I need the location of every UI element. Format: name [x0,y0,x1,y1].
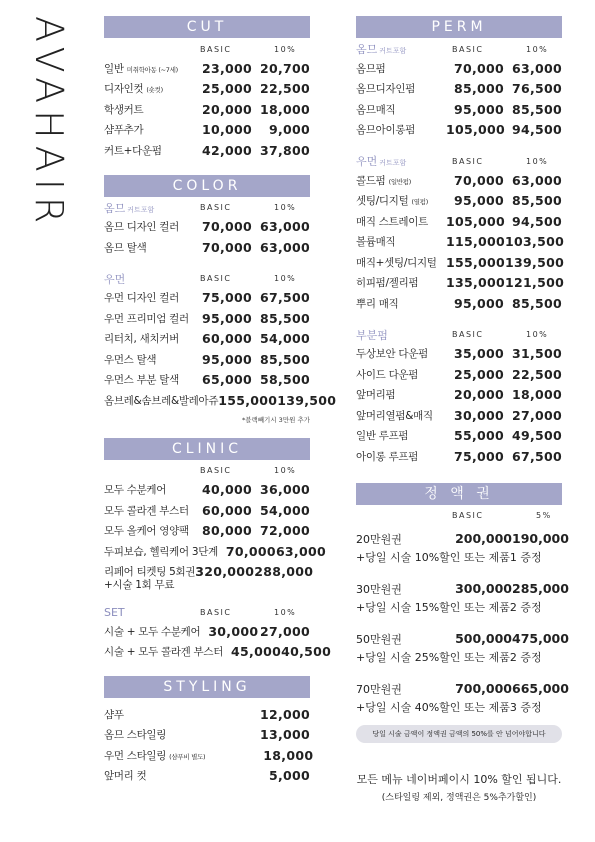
item-name [356,428,446,443]
discount-price: 22,500 [511,366,562,382]
coupon-header: 정 액 권 [356,483,562,505]
basic-price: 155,000 [446,254,506,270]
item-name [104,544,218,559]
price-row [104,308,310,329]
price-row [356,446,562,467]
coupon-bonus: +당일 시술 10%할인 또는 제품1 증정 [356,550,542,564]
item-label: 일반 [104,62,124,75]
perm-partial-label: 부분펌 [356,328,388,342]
basic-price: 60,000 [201,331,252,347]
price-row [104,79,310,100]
basic-label: BASIC [452,511,484,520]
item-label: 매직 스트레이트 [356,215,428,228]
coupon-column-heads [356,507,562,525]
basic-price: 25,000 [453,366,504,382]
item-name [104,61,194,76]
price-row [356,211,562,232]
item-name [104,311,194,326]
perm-homme-heads [356,40,562,58]
item-name [356,275,446,290]
item-name [104,81,194,96]
styling-header: STYLING [104,676,310,698]
discount-price: 139,500 [277,392,337,408]
color-woman-label: 우먼 [104,272,126,286]
price-row [356,120,562,141]
price-row [356,58,562,79]
basic-price: 10,000 [201,122,252,138]
basic-label: BASIC [200,44,232,54]
perm-partial-list [356,344,562,467]
item-label: 모두 콜라겐 부스터 [104,504,189,517]
item-label: 뿌리 매직 [356,297,399,310]
set-label: SET [104,605,125,619]
price-row [104,725,310,746]
perm-homme-list [356,58,562,140]
discount-price: 76,500 [511,81,562,97]
item-name [104,372,194,387]
item-name [104,122,194,137]
coupon-item [356,629,569,667]
discount-price: 94,500 [511,122,562,138]
discount-label: 10% [274,203,297,212]
price-row [356,344,562,365]
discount-price: 103,500 [505,234,565,250]
perm-woman-label: 우먼 [356,155,378,168]
item-name [104,352,194,367]
basic-price: 40,000 [201,482,252,498]
discount-price: 94,500 [511,213,562,229]
discount-label: 10% [526,330,549,339]
item-name [104,768,194,783]
item-name [104,143,194,158]
item-label: 옴므 스타일링 [104,729,167,742]
discount-price: 85,500 [259,310,310,326]
color-woman-list [104,288,337,411]
item-label: 아이롱 루프펌 [356,450,419,463]
perm-woman-list [356,170,565,314]
basic-price: 300,000 [455,581,512,596]
basic-price: 500,000 [455,631,512,646]
item-name [356,122,446,137]
color-note: *블랙빼기시 3만원 추가 [241,415,310,424]
basic-label: BASIC [452,330,484,339]
item-name [356,61,446,76]
discount-price: 63,000 [259,219,310,235]
item-label: 앞머리열펌&매직 [356,409,433,422]
price-row [356,293,562,314]
item-name [356,255,446,270]
coupon-bonus: +당일 시술 15%할인 또는 제품2 증정 [356,600,542,614]
item-name [356,102,446,117]
basic-price: 80,000 [201,523,252,539]
item-label: 히피펌/젤리펌 [356,277,419,290]
cut-column-heads [104,40,310,58]
item-label: 일반 루프펌 [356,430,409,443]
discount-price: 85,500 [511,101,562,117]
item-label: 우먼스 탈색 [104,353,157,366]
basic-label: BASIC [200,274,232,283]
item-name [104,331,194,346]
basic-price: 70,000 [453,172,504,188]
item-label: 앞머리펌 [356,389,396,402]
item-note: (숏컷) [146,86,163,95]
item-label: 두상보안 다운펌 [356,348,428,361]
item-label: 볼륨매직 [356,236,396,249]
item-name [104,290,194,305]
coupon-name: 50만원권 [356,632,402,646]
cut-list [104,58,310,161]
price-row [104,480,310,501]
coupon-list [356,529,569,717]
item-label: 두피보습, 헬릭케어 3단계 [104,545,218,558]
item-name [104,219,194,234]
price-row [104,621,310,642]
price-row [356,364,562,385]
item-name [104,644,223,659]
color-homme-label: 옴므 [104,201,126,215]
coupon-price-line [356,529,569,549]
discount-label: 10% [274,607,297,617]
discount-label: 10% [526,44,549,54]
item-label: 시술 + 모두 수분케어 [104,625,201,638]
item-name [356,193,446,208]
price-row [104,745,314,766]
item-name [356,387,446,402]
basic-price: 95,000 [453,101,504,117]
discount-price: 31,500 [511,346,562,362]
basic-price: 60,000 [201,502,252,518]
price-row [104,766,310,787]
basic-price: 95,000 [453,295,504,311]
right-column [356,16,569,803]
discount-price: 85,500 [511,295,562,311]
price-row [104,288,310,309]
price-row [104,140,310,161]
discount-price: 40,500 [281,644,332,660]
price-row [104,237,310,258]
item-name [104,523,194,538]
discount-price: 49,500 [511,428,562,444]
item-name [104,482,194,497]
item-label: 옴므매직 [356,103,396,116]
item-label: 우먼스 부분 탈색 [104,374,179,387]
discount-price: 121,500 [505,275,565,291]
price-row [356,252,565,273]
basic-price: 115,000 [446,234,506,250]
item-name [356,367,446,382]
price-row [356,191,562,212]
basic-price: 155,000 [218,392,278,408]
basic-price: 135,000 [446,275,506,291]
item-name [356,214,446,229]
price-row [104,500,310,521]
basic-label: BASIC [452,44,484,54]
discount-price: 27,000 [259,623,310,639]
basic-price: 200,000 [455,531,512,546]
item-label: 앞머리 컷 [104,770,147,783]
item-label: 모두 올케어 영양팩 [104,525,189,538]
price-row [104,541,326,562]
item-name [356,408,446,423]
item-name [356,173,446,188]
price-row [104,58,310,79]
footer-line2: (스타일링 제외, 정액권은 5%추가할인) [381,792,537,803]
basic-price: 20,000 [201,101,252,117]
item-name [356,234,446,249]
coupon-name: 20만원권 [356,532,402,546]
basic-label: BASIC [200,607,232,617]
price-row [356,273,565,294]
color-homme-sub: 커트포함 [127,205,155,214]
item-name [104,727,194,742]
basic-price: 70,000 [201,219,252,235]
item-label: 옴므디자인펌 [356,83,416,96]
item-label: 우먼 디자인 컬러 [104,292,179,305]
basic-price: 105,000 [446,213,506,229]
price-row [356,426,562,447]
perm-homme-sub: 커트포함 [379,47,407,55]
basic-price: 65,000 [201,372,252,388]
discount-label: 10% [526,156,549,166]
basic-price: 75,000 [201,290,252,306]
basic-price: 95,000 [201,310,252,326]
basic-price: 700,000 [455,681,512,696]
set-column-heads [104,603,310,621]
item-name [356,296,446,311]
price-row [104,329,310,350]
price-row [104,704,310,725]
discount-price: 67,500 [511,448,562,464]
discount-price: 54,000 [259,331,310,347]
item-label: 우먼 프리미엄 컬러 [104,312,189,325]
discount-price: 54,000 [259,502,310,518]
price-row [356,79,562,100]
discount-label: 10% [274,44,297,54]
coupon-price-line [356,679,569,699]
basic-price: 70,000 [225,543,276,559]
perm-woman-heads [356,152,562,170]
item-name [356,449,446,464]
basic-price: 105,000 [446,122,506,138]
basic-price: 95,000 [453,193,504,209]
coupon-name: 70만원권 [356,682,402,696]
item-label: 학생커트 [104,103,144,116]
basic-price: 75,000 [453,448,504,464]
left-column [104,16,337,786]
basic-price: 45,000 [231,644,282,660]
item-label: 리터치, 새치커버 [104,333,179,346]
price-row [104,120,310,141]
set-list [104,621,332,662]
price-row [356,99,562,120]
price-row [104,370,310,391]
perm-partial-heads [356,326,562,344]
discount-price: 63,000 [511,172,562,188]
item-label: 샴푸 [104,708,124,721]
item-label: 샴푸추가 [104,124,144,137]
basic-price: 42,000 [201,142,252,158]
item-label: 옴므아이롱펌 [356,124,416,137]
discount-price: 20,700 [259,60,310,76]
coupon-name: 30만원권 [356,582,402,596]
item-name [104,503,194,518]
item-label: 우먼 스타일링 [104,749,167,762]
discount-price: 288,000 [254,564,314,580]
price-row [356,405,562,426]
basic-price: 23,000 [201,60,252,76]
clinic-column-heads [104,462,310,480]
item-label: 사이드 다운펌 [356,368,419,381]
discount-price: 37,800 [259,142,310,158]
basic-price: 30,000 [453,407,504,423]
discount-price: 285,000 [512,581,569,596]
item-name [104,624,200,639]
discount-price: 85,500 [511,193,562,209]
color-homme-heads [104,199,310,217]
price-row [104,390,337,411]
basic-price: 20,000 [453,387,504,403]
item-label: 옴브레&솜브레&발레아쥬 [104,394,219,407]
footer [356,771,562,803]
item-name [104,393,218,408]
discount-price: 67,500 [259,290,310,306]
item-name [356,346,446,361]
clinic-header: CLINIC [104,438,310,460]
item-label-2: +시술 1회 무료 [104,578,175,591]
discount-price: 190,000 [512,531,569,546]
basic-label: BASIC [200,466,232,475]
cut-header: CUT [104,16,310,38]
price: 5,000 [268,768,310,784]
item-label: 모두 수분케어 [104,484,167,497]
price: 12,000 [259,706,310,722]
item-name [104,748,205,763]
item-note: (샴푸비 별도) [169,752,206,761]
item-name [356,81,446,96]
coupon-item [356,529,569,567]
perm-header: PERM [356,16,562,38]
basic-price: 320,000 [195,564,255,580]
basic-price: 85,000 [453,81,504,97]
basic-price: 35,000 [453,346,504,362]
discount-price: 139,500 [505,254,565,270]
coupon-bonus: +당일 시술 25%할인 또는 제품2 증정 [356,650,542,664]
item-label: 콜드펌 [356,174,386,187]
price: 13,000 [259,727,310,743]
price-row [104,217,310,238]
discount-price: 22,500 [259,81,310,97]
coupon-bonus: +당일 시술 40%할인 또는 제품3 증정 [356,700,542,714]
basic-price: 25,000 [201,81,252,97]
discount-price: 9,000 [268,122,310,138]
basic-label: BASIC [200,203,232,212]
discount-price: 63,000 [511,60,562,76]
discount-label: 10% [274,466,297,475]
coupon-price-line [356,629,569,649]
coupon-price-line [356,579,569,599]
price-row [356,385,562,406]
discount-label: 5% [536,511,552,520]
price-row [104,349,310,370]
price-row [104,521,310,542]
item-name [104,240,194,255]
color-woman-heads [104,270,310,288]
perm-homme-label: 옴므 [356,43,378,56]
item-label: 리페어 티켓팅 5회권 [104,566,196,579]
price-row [104,642,332,663]
item-note: 미취학아동 (~7세) [126,65,178,74]
item-label: 셋팅/디지털 [356,195,409,208]
item-label: 옴므 탈색 [104,241,147,254]
discount-price: 63,000 [275,543,326,559]
discount-price: 18,000 [259,101,310,117]
clinic-list [104,480,326,592]
item-note: (일반펌) [388,177,411,186]
color-homme-list [104,217,310,258]
styling-list [104,704,314,786]
item-label: 매직+셋팅/디지털 [356,256,437,269]
price-row [356,170,562,191]
coupon-item [356,579,569,617]
item-name [104,707,194,722]
discount-price: 58,500 [259,372,310,388]
brand-logo: AVAHAIR [27,16,71,231]
price: 18,000 [263,747,314,763]
discount-price: 18,000 [511,387,562,403]
basic-price: 70,000 [453,60,504,76]
discount-price: 665,000 [512,681,569,696]
basic-price: 55,000 [453,428,504,444]
coupon-item [356,679,569,717]
price-row [356,232,565,253]
discount-price: 63,000 [259,239,310,255]
coupon-condition-pill: 당일 시술 금액이 정액권 금액의 50%를 안 넘어야합니다 [356,725,562,743]
discount-price: 27,000 [511,407,562,423]
discount-price: 72,000 [259,523,310,539]
item-note: (열펌) [411,198,428,207]
color-header: COLOR [104,175,310,197]
item-label: 디자인컷 [104,83,144,96]
price-row [104,99,310,120]
basic-price: 95,000 [201,351,252,367]
discount-price: 36,000 [259,482,310,498]
item-label: 커트+다운펌 [104,144,162,157]
discount-price: 475,000 [512,631,569,646]
footer-line1: 모든 메뉴 네이버페이시 10% 할인 됩니다. [356,772,562,786]
item-label: 옴므펌 [356,62,386,75]
item-name [104,102,194,117]
basic-label: BASIC [452,156,484,166]
perm-woman-sub: 커트포함 [379,159,407,167]
basic-price: 70,000 [201,239,252,255]
basic-price: 30,000 [208,623,259,639]
discount-price: 85,500 [259,351,310,367]
discount-label: 10% [274,274,297,283]
item-label: 옴므 디자인 컬러 [104,221,179,234]
item-label: 시술 + 모두 콜라겐 부스터 [104,646,224,659]
